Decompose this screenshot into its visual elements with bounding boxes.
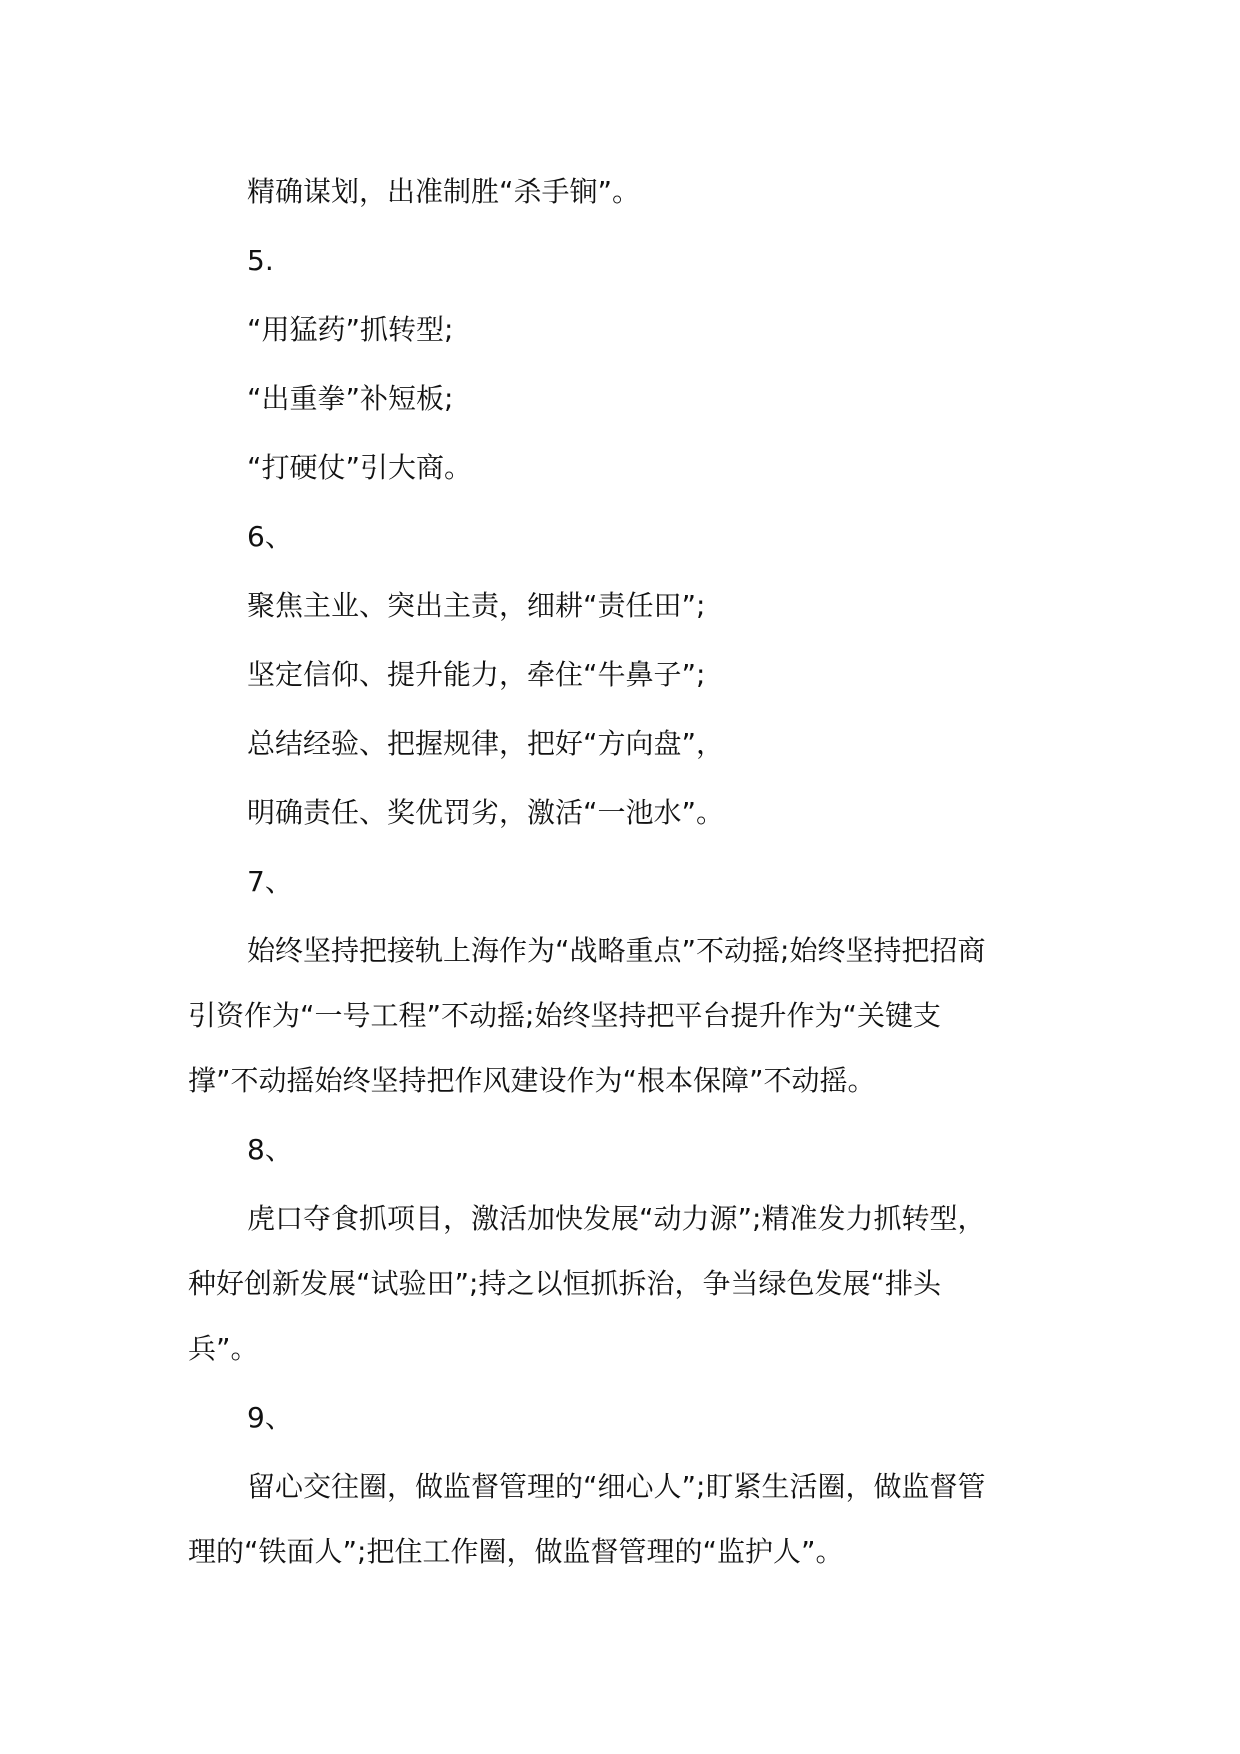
section-number-5: 5. — [247, 244, 274, 277]
paragraph-line: 理的“铁面人”;把住工作圈，做监督管理的“监护人”。 — [188, 1535, 844, 1568]
paragraph-line: 撑”不动摇始终坚持把作风建设作为“根本保障”不动摇。 — [188, 1064, 876, 1097]
paragraph-line: 引资作为“一号工程”不动摇;始终坚持把平台提升作为“关键支 — [188, 999, 941, 1032]
paragraph-line: “用猛药”抓转型; — [247, 313, 454, 346]
paragraph-line: 聚焦主业、突出主责，细耕“责任田”; — [247, 589, 706, 622]
paragraph-line: 虎口夺食抓项目，激活加快发展“动力源”;精准发力抓转型， — [247, 1202, 986, 1235]
document-body — [188, 175, 1068, 1569]
paragraph-line: 种好创新发展“试验田”;持之以恒抓拆治，争当绿色发展“排头 — [188, 1267, 941, 1300]
paragraph-line: 总结经验、把握规律，把好“方向盘”， — [247, 727, 725, 760]
paragraph-line: 精确谋划，出准制胜“杀手锏”。 — [247, 175, 641, 208]
section-number-8: 8、 — [247, 1133, 293, 1166]
section-number-6: 6、 — [247, 520, 293, 553]
section-number-9: 9、 — [247, 1401, 293, 1434]
paragraph-line: 留心交往圈，做监督管理的“细心人”;盯紧生活圈，做监督管 — [247, 1470, 986, 1503]
paragraph-line: 坚定信仰、提升能力，牵住“牛鼻子”; — [247, 658, 706, 691]
paragraph-line: 始终坚持把接轨上海作为“战略重点”不动摇;始终坚持把招商 — [247, 934, 986, 967]
section-number-7: 7、 — [247, 865, 293, 898]
paragraph-line: 兵”。 — [188, 1332, 259, 1365]
paragraph-line: “出重拳”补短板; — [247, 382, 454, 415]
paragraph-line: “打硬仗”引大商。 — [247, 451, 473, 484]
paragraph-line: 明确责任、奖优罚劣，激活“一池水”。 — [247, 796, 725, 829]
